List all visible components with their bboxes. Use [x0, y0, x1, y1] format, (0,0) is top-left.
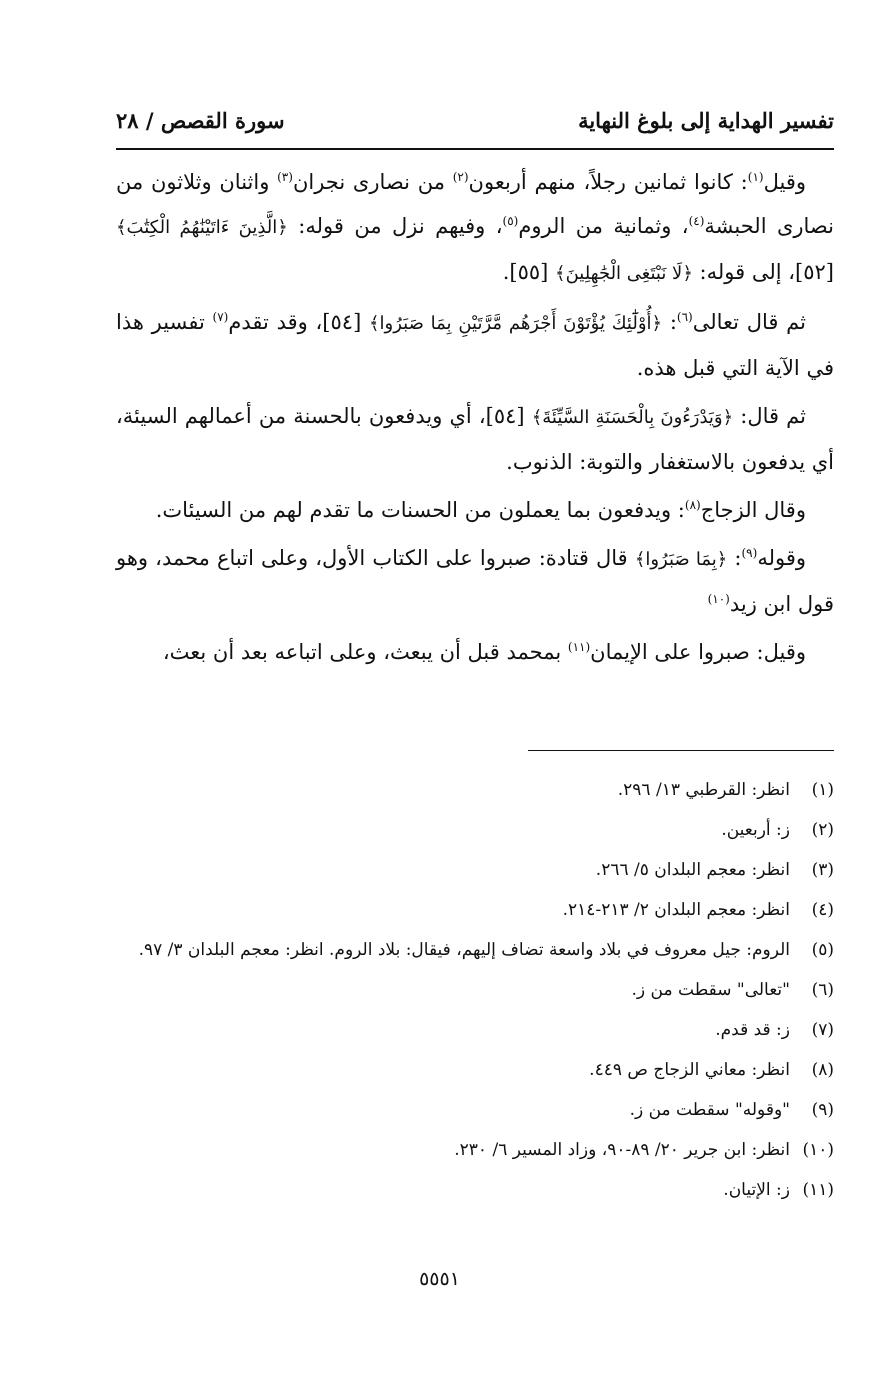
text-segment: ، وفيهم نزل من قوله:	[287, 214, 503, 238]
text-segment: [٥٤]، وقد تقدم	[228, 310, 369, 334]
footnote-number: (٤)	[811, 900, 834, 920]
footnote-item	[116, 810, 834, 850]
page-number: ٥٥٥١	[419, 1268, 460, 1290]
footnote-number: (٩)	[811, 1100, 834, 1120]
footnote-item	[116, 1090, 834, 1130]
footnote-ref: (١١)	[567, 640, 591, 654]
text-segment: : ويدفعون بما يعملون من الحسنات ما تقدم لهم من السيئات.	[155, 498, 685, 522]
footnote-ref: (٤)	[688, 214, 705, 228]
paragraph-2	[116, 300, 834, 390]
footnote-number: (١)	[811, 780, 834, 800]
main-text	[116, 160, 834, 678]
footnote-number: (١٠)	[802, 1140, 834, 1160]
footnote-ref: (٩)	[741, 546, 758, 560]
footnote-item	[116, 1170, 834, 1210]
quran-quote: ﴿الَّذِينَ ءَاتَيْنَٰهُمُ الْكِتَٰبَ﴾	[116, 217, 288, 238]
text-segment: [٥٥].	[502, 260, 556, 284]
surah-page-label: سورة القصص / ٢٨	[116, 108, 285, 133]
text-segment: : كانوا ثمانين رجلاً، منهم أربعون	[468, 170, 748, 194]
footnotes	[116, 770, 834, 1210]
footnote-number: (٢)	[811, 820, 834, 840]
footnote-text: انظر: معجم البلدان ٢/ ٢١٣-٢١٤.	[562, 900, 790, 920]
footnote-ref: (٢)	[452, 170, 469, 184]
footnote-item	[116, 850, 834, 890]
paragraph-3	[116, 394, 834, 484]
footnote-ref: (٣)	[277, 170, 293, 184]
quran-quote: ﴿وَيَدْرَءُونَ بِالْحَسَنَةِ السَّيِّئَةَ﴾	[531, 407, 734, 428]
quran-quote: ﴿لَا نَبْتَغِى الْجَٰهِلِينَ﴾	[555, 263, 693, 284]
footnote-ref: (٥)	[502, 214, 519, 228]
quran-quote: ﴿بِمَا صَبَرُوا﴾	[634, 549, 728, 570]
footnote-text: "وقوله" سقطت من ز.	[629, 1100, 790, 1120]
footnote-text: انظر: القرطبي ١٣/ ٢٩٦.	[617, 780, 790, 800]
quran-quote: ﴿أُوْلَٰٓئِكَ يُؤْتَوْنَ أَجْرَهُم مَّرَّتَيْنِ بِمَا صَبَرُوا﴾	[369, 313, 663, 334]
footnote-ref: (٦)	[676, 310, 693, 324]
footnote-text: ز: الإتيان.	[723, 1180, 790, 1200]
footnote-number: (٧)	[811, 1020, 834, 1040]
footnote-ref: (١٠)	[707, 592, 730, 606]
footnote-text: انظر: معجم البلدان ٥/ ٢٦٦.	[595, 860, 790, 880]
header-rule	[116, 148, 834, 150]
running-header	[116, 108, 834, 140]
text-segment: بمحمد قبل أن يبعث، وعلى اتباعه بعد أن بعث،	[162, 640, 568, 664]
footnote-text: ز: أربعين.	[721, 820, 790, 840]
footnote-number: (٣)	[811, 860, 834, 880]
paragraph-6	[116, 630, 834, 674]
text-segment: واثنان وثلاثون من نصارى الحبشة	[116, 170, 834, 238]
text-segment: وقوله	[757, 546, 806, 570]
footnote-separator	[528, 750, 834, 751]
text-segment: قال قتادة: صبروا على الكتاب الأول، وعلى اتباع محمد، وهو قول ابن زيد	[116, 546, 834, 616]
text-segment: ثم قال تعالى	[692, 310, 806, 334]
text-segment: :	[727, 546, 742, 570]
text-segment: [٥٢]، إلى قوله:	[692, 260, 834, 284]
paragraph-4	[116, 488, 834, 532]
text-segment: تفسير هذا في الآية التي قبل هذه.	[116, 310, 834, 380]
footnote-number: (١١)	[802, 1180, 834, 1200]
text-segment: وقيل: صبروا على الإيمان	[590, 640, 806, 664]
text-segment: :	[662, 310, 677, 334]
footnote-ref: (٨)	[684, 498, 701, 512]
footnote-item	[116, 930, 834, 970]
footnote-text: الروم: جيل معروف في بلاد واسعة تضاف إليهم، فيقال: بلاد الروم. انظر: معجم البلدان ٣/ ٩٧.	[138, 940, 790, 960]
footnote-text: انظر: معاني الزجاج ص ٤٤٩.	[589, 1060, 790, 1080]
text-segment: [٥٤]، أي ويدفعون بالحسنة من أعمالهم السيئة، أي يدفعون بالاستغفار والتوبة: الذنوب.	[116, 404, 834, 474]
footnote-ref: (١)	[747, 170, 764, 184]
book-title: تفسير الهداية إلى بلوغ النهاية	[578, 108, 834, 133]
footnote-item	[116, 770, 834, 810]
footnote-text: انظر: ابن جرير ٢٠/ ٨٩-٩٠، وزاد المسير ٦/ ٢٣٠.	[454, 1140, 790, 1160]
footnote-item	[116, 970, 834, 1010]
footnote-number: (٦)	[811, 980, 834, 1000]
text-segment: وقال الزجاج	[700, 498, 806, 522]
footnote-text: ز: قد قدم.	[715, 1020, 790, 1040]
footnote-text: "تعالى" سقطت من ز.	[631, 980, 790, 1000]
text-segment: ، وثمانية من الروم	[518, 214, 689, 238]
footnote-number: (٥)	[811, 940, 834, 960]
footnote-ref: (٧)	[212, 310, 229, 324]
text-segment: ثم قال:	[733, 404, 807, 428]
footnote-number: (٨)	[811, 1060, 834, 1080]
paragraph-1	[116, 160, 834, 296]
text-segment: من نصارى نجران	[292, 170, 453, 194]
footnote-item	[116, 1010, 834, 1050]
footnote-item	[116, 1050, 834, 1090]
footnote-item	[116, 1130, 834, 1170]
paragraph-5	[116, 536, 834, 626]
text-segment: وقيل	[763, 170, 807, 194]
footnote-item	[116, 890, 834, 930]
